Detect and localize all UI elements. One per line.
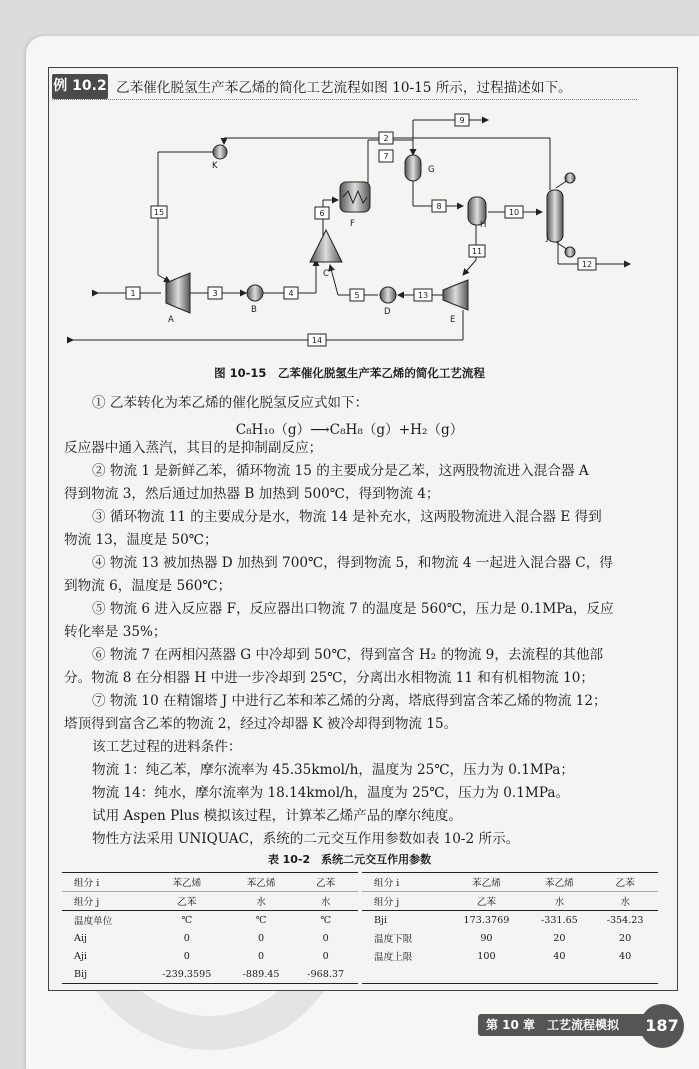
unit-label-d: D	[384, 307, 391, 317]
cooler-k	[213, 145, 227, 159]
condenser-j	[565, 173, 575, 183]
table-cell: -239.3595	[145, 965, 229, 984]
paragraph-12: 物性方法采用 UNIQUAC，系统的二元交互作用参数如表 10-2 所示。	[92, 831, 520, 847]
table-cell	[362, 965, 446, 984]
parameter-table-left	[62, 872, 358, 984]
process-flow-diagram	[48, 100, 676, 360]
paragraph-3a: ③ 循环物流 11 的主要成分是水，物流 14 是补充水，这两股物流进入混合器 E 得到	[92, 509, 602, 525]
table-cell: 组分 j	[62, 892, 145, 911]
table-cell: -968.37	[293, 965, 358, 984]
paragraph-1: ① 乙苯转化为苯乙烯的催化脱氢反应式如下：	[92, 395, 369, 411]
table-cell: 40	[553, 950, 566, 962]
parameter-table-right	[362, 872, 658, 984]
table-cell: -889.45	[229, 965, 294, 984]
table-cell: 乙苯	[293, 873, 358, 892]
table-caption: 表 10-2 系统二元交互作用参数	[267, 853, 432, 866]
paragraph-4b: 到物流 6，温度是 560℃；	[64, 578, 232, 594]
table-cell: -331.65	[540, 914, 578, 926]
table-cell: 温度上限	[374, 952, 413, 963]
paragraph-5b: 转化率是 35%；	[64, 624, 167, 640]
heater-d	[380, 287, 396, 303]
table-cell: 乙苯	[446, 892, 526, 911]
unit-label-b: B	[251, 305, 257, 315]
paragraph-9: 物流 1：纯乙苯，摩尔流率为 45.35kmol/h，温度为 25℃，压力为 0.1MPa；	[92, 762, 574, 778]
mixer-e	[443, 280, 468, 310]
table-cell: 173.3769	[463, 914, 510, 926]
paragraph-7b: 塔顶得到富含乙苯的物流 2，经过冷却器 K 被冷却得到物流 15。	[64, 716, 458, 732]
mixer-c	[310, 230, 342, 262]
table-cell	[527, 965, 593, 984]
example-badge: 例 10.2	[52, 74, 108, 99]
table-cell: 温度单位	[74, 916, 113, 927]
table-cell: 组分 i	[62, 873, 145, 892]
table-cell: 温度下限	[374, 934, 413, 945]
stream-label-12: 12	[581, 260, 593, 269]
paragraph-10: 物流 14：纯水，摩尔流率为 18.14kmol/h，温度为 25℃，压力为 0.1MPa。	[92, 785, 570, 801]
table-cell: 0	[183, 932, 190, 944]
stream-label-6: 6	[319, 209, 325, 218]
table-cell: 水	[229, 892, 294, 911]
chapter-footer: 第 10 章 工艺流程模拟	[478, 1014, 651, 1036]
paragraph-11: 试用 Aspen Plus 模拟该过程，计算苯乙烯产品的摩尔纯度。	[92, 808, 462, 824]
unit-label-f: F	[350, 219, 355, 229]
table-cell: 苯乙烯	[446, 873, 526, 892]
table-cell: 20	[619, 932, 632, 944]
table-cell: Bji	[374, 914, 388, 926]
unit-label-j: J	[546, 233, 549, 243]
stream-label-1: 1	[130, 289, 136, 298]
table-cell: Bij	[62, 965, 145, 984]
paragraph-2b: 得到物流 3，然后通过加热器 B 加热到 500℃，得到物流 4；	[64, 486, 440, 502]
paragraph-5a: ⑤ 物流 6 进入反应器 F，反应器出口物流 7 的温度是 560℃，压力是 0.1MPa，反应	[92, 601, 614, 617]
table-cell: 苯乙烯	[527, 873, 593, 892]
paragraph-8: 该工艺过程的进料条件：	[92, 739, 242, 755]
unit-label-k: K	[212, 161, 218, 171]
table-cell: 苯乙烯	[229, 873, 294, 892]
stream-label-15: 15	[153, 208, 165, 217]
unit-label-e: E	[450, 315, 456, 325]
table-cell: 40	[619, 950, 632, 962]
table-cell	[446, 965, 526, 984]
example-title: 乙苯催化脱氢生产苯乙烯的简化工艺流程如图 10-15 所示，过程描述如下。	[116, 80, 572, 96]
heater-b	[247, 285, 263, 301]
table-cell: Aij	[74, 932, 87, 944]
table-cell: 苯乙烯	[145, 873, 229, 892]
unit-label-g: G	[428, 165, 435, 175]
stream-label-13: 13	[417, 291, 429, 300]
stream-label-11: 11	[471, 247, 483, 256]
table-cell: 0	[258, 950, 265, 962]
unit-label-h: H	[480, 220, 487, 230]
table-cell: 90	[480, 932, 493, 944]
stream-label-7: 7	[383, 152, 389, 161]
page-number: 187	[640, 1004, 684, 1048]
stream-label-8: 8	[436, 202, 442, 211]
stream-label-3: 3	[212, 289, 218, 298]
table-cell: 水	[293, 892, 358, 911]
table-cell: 0	[258, 932, 265, 944]
stream-label-5: 5	[354, 291, 360, 300]
table-cell: ℃	[320, 914, 332, 926]
table-cell: 0	[183, 950, 190, 962]
stream-label-4: 4	[288, 289, 294, 298]
table-cell: 组分 i	[362, 873, 446, 892]
table-cell: 0	[322, 950, 329, 962]
table-cell: 乙苯	[145, 892, 229, 911]
table-cell: 组分 j	[362, 892, 446, 911]
table-cell: Aji	[74, 950, 87, 962]
table-cell: ℃	[255, 914, 267, 926]
table-cell	[592, 965, 658, 984]
table-cell: 水	[527, 892, 593, 911]
table-cell: 20	[553, 932, 566, 944]
stream-label-14: 14	[311, 336, 323, 345]
mixer-a	[166, 273, 190, 313]
flash-g	[405, 155, 421, 181]
table-cell: 0	[322, 932, 329, 944]
paragraph-4a: ④ 物流 13 被加热器 D 加热到 700℃，得到物流 5，和物流 4 一起进入混合器 C，得	[92, 555, 613, 571]
table-cell: -354.23	[606, 914, 644, 926]
paragraph-6a: ⑥ 物流 7 在两相闪蒸器 G 中冷却到 50℃，得到富含 H₂ 的物流 9，去流程的其他部	[92, 647, 604, 663]
paragraph-6b: 分。物流 8 在分相器 H 中进一步冷却到 25℃，分离出水相物流 11 和有机相物流 10；	[64, 670, 594, 686]
table-cell: ℃	[181, 914, 193, 926]
unit-label-a: A	[168, 315, 174, 325]
unit-label-c: C	[323, 269, 329, 279]
stream-label-10: 10	[508, 208, 520, 217]
paragraph-1b: 反应器中通入蒸汽，其目的是抑制副反应；	[64, 440, 323, 456]
stream-label-2: 2	[383, 134, 389, 143]
paragraph-7a: ⑦ 物流 10 在精馏塔 J 中进行乙苯和苯乙烯的分离，塔底得到富含苯乙烯的物流 12；	[92, 693, 607, 709]
paragraph-2a: ② 物流 1 是新鲜乙苯，循环物流 15 的主要成分是乙苯，这两股物流进入混合器 A	[92, 463, 589, 479]
reaction-equation: C₈H₁₀（g）⟶C₈H₈（g）+H₂（g）	[235, 422, 464, 438]
table-cell: 100	[477, 950, 496, 962]
figure-caption: 图 10-15 乙苯催化脱氢生产苯乙烯的简化工艺流程	[214, 366, 485, 380]
paragraph-3b: 物流 13，温度是 50℃；	[64, 532, 218, 548]
table-cell: 乙苯	[592, 873, 658, 892]
reboiler-j	[565, 247, 575, 257]
table-cell: 水	[592, 892, 658, 911]
column-j	[547, 190, 563, 242]
stream-label-9: 9	[459, 116, 465, 125]
